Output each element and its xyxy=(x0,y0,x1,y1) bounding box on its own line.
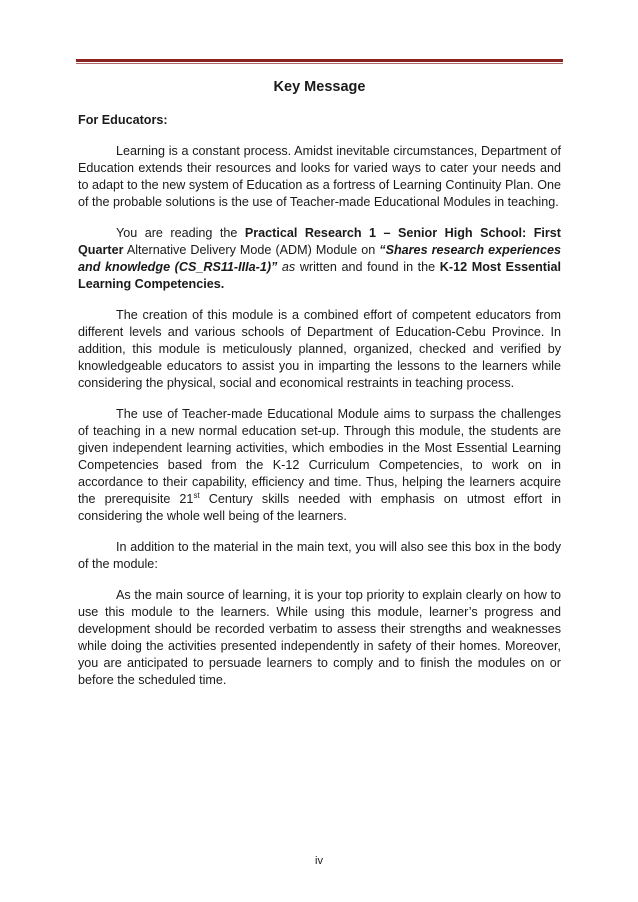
paragraph-1: Learning is a constant process. Amidst inevitable circumstances, Department of Education extends their resources and looks for varied ways to cater your needs and to adapt to the new system of Education as a fortress of Learning Continuity Plan. One of the probable solutions is the use of Teacher-made Educational Modules in teaching. xyxy=(78,144,561,209)
header-rule xyxy=(76,59,563,64)
p2-as: as xyxy=(277,260,296,274)
p2-text-a: You are reading the xyxy=(116,226,245,240)
page-title: Key Message xyxy=(273,79,366,95)
header-rule-thick xyxy=(76,59,563,62)
p2-course-title: Practical Research 1 – Senior High School: First Quarter xyxy=(78,226,562,257)
p4-text-a: The use of Teacher-made Educational Module aims to surpass the challenges of teaching in a new normal education set-up. Through this module, the students are given independent learning activities, which embodies in the Most Essential Learning Competencies based from the K-12 Curriculum Competencies, to work on in accordance to their capability, efficiency and time. Thus, helping the learners acquire the prerequisite 21 xyxy=(78,407,561,506)
p4-text-b: Century skills needed with emphasis on utmost effort in considering the whole well being of the learners. xyxy=(78,492,562,523)
paragraph-6: As the main source of learning, it is your top priority to explain clearly on how to use this module to the learners. While using this module, learner’s progress and development should be recorded verbatim to assess their strengths and weaknesses while doing the activities presented independently in safety of their homes. Moreover, you are anticipated to persuade learners to comply and to finish the modules on or before the scheduled time. xyxy=(78,588,561,687)
paragraph-5: In addition to the material in the main text, you will also see this box in the body of the module: xyxy=(78,540,561,571)
paragraph-3: The creation of this module is a combined effort of competent educators from different levels and various schools of Department of Education-Cebu Province. In addition, this module is meticulously planned, organized, checked and verified by knowledgeable educators to assist you in imparting the lessons to the learners while considering the physical, social and economical restraints in teaching process. xyxy=(78,308,561,390)
p2-text-c: Alternative Delivery Mode (ADM) Module on xyxy=(123,243,380,257)
p2-competency: “Shares research experiences and knowledge (CS_RS11-IIIa-1)” xyxy=(78,243,561,274)
paragraph-2 xyxy=(78,225,561,293)
p2-melc: K-12 Most Essential Learning Competencies. xyxy=(78,260,561,291)
page-number: iv xyxy=(315,855,323,867)
section-heading: For Educators: xyxy=(78,113,168,127)
paragraph-4 xyxy=(78,406,561,525)
p2-text-f: written and found in the xyxy=(295,260,440,274)
header-rule-thin xyxy=(76,63,563,64)
p4-superscript: st xyxy=(193,490,200,500)
document-body xyxy=(78,112,561,703)
